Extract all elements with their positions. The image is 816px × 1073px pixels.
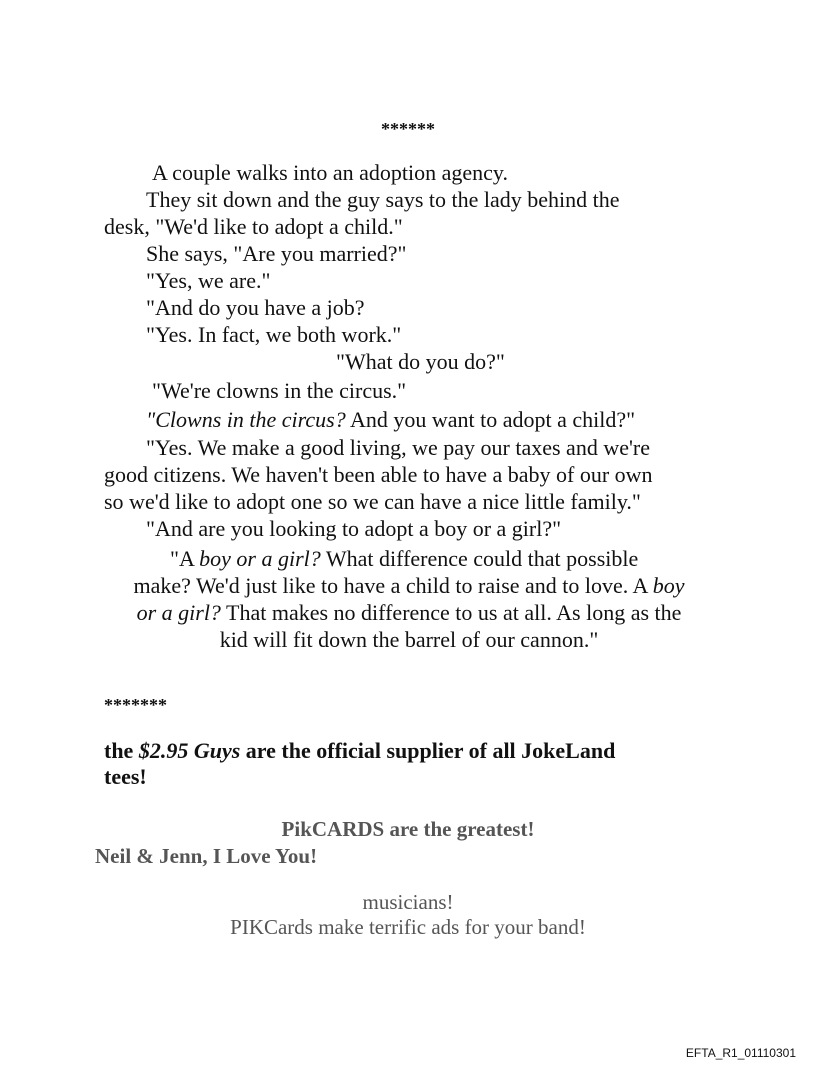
story-line-10-italic: "Clowns in the circus?	[146, 407, 346, 432]
promo-prefix: the	[104, 738, 139, 763]
story-line-15-b: What difference could that possible	[320, 546, 639, 571]
story-line-17	[104, 600, 714, 626]
story-line-18: kid will fit down the barrel of our cannon."	[219, 627, 599, 652]
story-line-10-rest: And you want to adopt a child?"	[345, 407, 636, 432]
story-line-9: "We're clowns in the circus."	[152, 378, 407, 403]
pikcards-line: PikCARDS are the greatest!	[281, 817, 535, 841]
story-line-16-italic: boy	[652, 573, 685, 598]
story-line-7: "Yes. In fact, we both work."	[146, 322, 402, 347]
story-line-5: "Yes, we are."	[146, 268, 271, 293]
dedication-line: Neil & Jenn, I Love You!	[95, 844, 318, 868]
separator-bottom: *******	[104, 695, 167, 715]
story-line-14: "And are you looking to adopt a boy or a girl?"	[146, 516, 562, 541]
document-id: EFTA_R1_01110301	[685, 1046, 796, 1060]
musicians-line-2: PIKCards make terrific ads for your band!	[230, 915, 586, 939]
story-line-16	[104, 573, 714, 599]
story-line-2: They sit down and the guy says to the lady behind the	[146, 187, 620, 212]
promo-line-2: tees!	[104, 764, 147, 789]
story-line-15	[170, 546, 638, 572]
story-line-1: A couple walks into an adoption agency.	[152, 160, 508, 185]
story-line-17-b: That makes no difference to us at all. As long as the	[220, 600, 682, 625]
story-line-13: so we'd like to adopt one so we can have a nice little family."	[104, 489, 641, 514]
promo-suffix: are the official supplier of all JokeLand	[240, 738, 616, 763]
story-line-3: desk, "We'd like to adopt a child."	[104, 214, 403, 239]
story-line-8: "What do you do?"	[336, 349, 505, 374]
story-line-11: "Yes. We make a good living, we pay our taxes and we're	[146, 435, 651, 460]
story-line-10	[146, 407, 635, 433]
story-line-4: She says, "Are you married?"	[146, 241, 407, 266]
story-line-12: good citizens. We haven't been able to have a baby of our own	[104, 462, 653, 487]
story-line-16-a: make? We'd just like to have a child to raise and to love. A	[133, 573, 653, 598]
promo-line-1	[104, 738, 615, 764]
story-line-15-a: "A	[170, 546, 200, 571]
story-line-17-italic: or a girl?	[136, 600, 221, 625]
separator-top: ******	[381, 119, 435, 139]
promo-brand: $2.95 Guys	[138, 738, 241, 763]
story-line-15-italic: boy or a girl?	[199, 546, 321, 571]
story-line-6: "And do you have a job?	[146, 295, 365, 320]
musicians-line-1: musicians!	[362, 890, 454, 914]
